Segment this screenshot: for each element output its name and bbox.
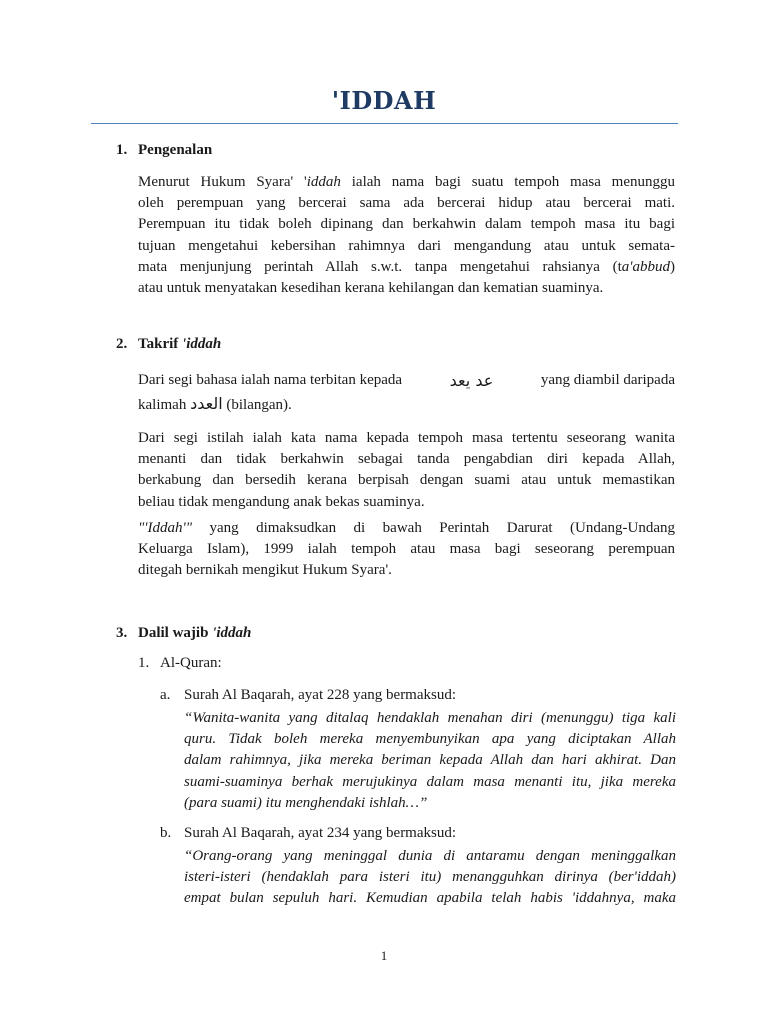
text-run: mata menjunjung perintah Allah s.w.t. tanpa mengetahui rahsianya (t: [138, 258, 622, 275]
paragraph-line: menanti dan tidak berkahwin sebagai tanda pengabdian diri kepada Allah,: [138, 451, 675, 468]
item-a-quote: [184, 708, 676, 814]
section-3-heading: [116, 625, 251, 642]
page-title: 'IDDAH: [331, 86, 437, 115]
bahasa-line: [138, 370, 675, 393]
section-title: Dalil wajib: [138, 625, 213, 641]
arabic-term: العدد: [190, 394, 223, 413]
text-run: ): [670, 258, 675, 275]
section-title: Pengenalan: [138, 142, 213, 158]
quote-line: dalam rahimnya, jika mereka beriman kepada Allah dan hari akhirat. Dan: [184, 752, 676, 769]
paragraph-line: [138, 257, 675, 278]
text-run: Dari segi bahasa ialah nama terbitan kepada: [138, 372, 403, 388]
paragraph-line: Dari segi istilah ialah kata nama kepada tempoh masa tertentu seseorang wanita: [138, 430, 675, 446]
italic-term: "'Iddah'": [138, 520, 193, 536]
text-run: yang diambil daripada: [540, 372, 675, 388]
section-1-heading: [116, 142, 212, 159]
quote-line: “Orang-orang yang meninggal dunia di antaramu dengan meninggalkan: [184, 848, 676, 864]
paragraph-line: Perempuan itu tidak boleh dipinang dan berkahwin dalam tempoh masa itu bagi: [138, 216, 675, 233]
arabic-term: عد يعد: [449, 371, 494, 390]
text-run: ialah nama bagi suatu tempoh masa menunggu: [340, 174, 676, 190]
quote-line: empat bulan sepuluh hari. Kemudian apabila telah habis 'iddahnya, maka: [184, 890, 676, 907]
section-title-italic: 'iddah: [182, 336, 222, 352]
text-run: (bilangan).: [226, 397, 292, 413]
quote-line: isteri-isteri (hendaklah para isteri itu) menangguhkan dirinya (ber'iddah): [184, 869, 676, 886]
sub-number: 1.: [138, 655, 150, 671]
item-text: Surah Al Baqarah, ayat 234 yang bermaksud:: [184, 825, 457, 841]
section-2-heading: [116, 336, 221, 353]
section-title-italic: 'iddah: [212, 625, 252, 641]
section-number: 2.: [116, 336, 128, 352]
quote-line: “Wanita-wanita yang ditalaq hendaklah menahan diri (menunggu) tiga kali: [184, 710, 676, 726]
definition-paragraph: [138, 518, 675, 582]
item-letter: b.: [160, 825, 172, 841]
paragraph-line: oleh perempuan yang bercerai sama ada bercerai hidup atau bercerai mati.: [138, 195, 675, 212]
section-1-paragraph: [138, 172, 675, 299]
text-run: yang dimaksudkan di bawah Perintah Darurat (Undang-Undang: [192, 520, 675, 536]
section-number: 1.: [116, 142, 128, 158]
section-title: Takrif: [138, 336, 183, 352]
paragraph-line: [138, 518, 675, 539]
paragraph-line: berkabung dan bersedih kerana berpisah dengan suami atau untuk memastikan: [138, 472, 675, 489]
istilah-paragraph: [138, 428, 675, 513]
section-number: 3.: [116, 625, 128, 641]
quote-line: quru. Tidak boleh mereka menyembunyikan apa yang diciptakan Allah: [184, 731, 676, 748]
title-rule: [91, 123, 678, 124]
italic-term: iddah: [306, 174, 341, 190]
sub-label: Al-Quran:: [160, 655, 222, 671]
bahasa-paragraph: [138, 370, 675, 416]
quote-line: suami-suaminya berhak merujukinya dalam masa menanti itu, jika mereka: [184, 773, 676, 790]
item-letter: a.: [160, 687, 171, 703]
item-b-quote: [184, 846, 676, 910]
text-run: kalimah: [138, 397, 187, 413]
italic-term: a'abbud: [621, 258, 670, 275]
paragraph-line: [138, 172, 675, 193]
paragraph-line: beliau tidak mengandung anak bekas suaminya.: [138, 493, 425, 510]
item-text: Surah Al Baqarah, ayat 228 yang bermaksud:: [184, 687, 457, 703]
item-a-label: [160, 687, 456, 704]
page-number: 1: [380, 948, 388, 963]
text-run: Menurut Hukum Syara' ': [138, 174, 307, 190]
paragraph-line: atau untuk menyatakan kesedihan kerana kehilangan dan kematian suaminya.: [138, 279, 604, 296]
subsection-al-quran: [138, 655, 222, 672]
item-b-label: [160, 825, 456, 842]
paragraph-line: ditegah bernikah mengikut Hukum Syara'.: [138, 562, 392, 579]
paragraph-line: tujuan mengetahui kebersihan rahimnya dari mengandung atau untuk semata-: [138, 237, 675, 254]
quote-line: (para suami) itu menghendaki ishlah…”: [184, 794, 428, 811]
kalimah-line: [138, 393, 675, 416]
paragraph-line: Keluarga Islam), 1999 ialah tempoh atau masa bagi seseorang perempuan: [138, 541, 675, 558]
